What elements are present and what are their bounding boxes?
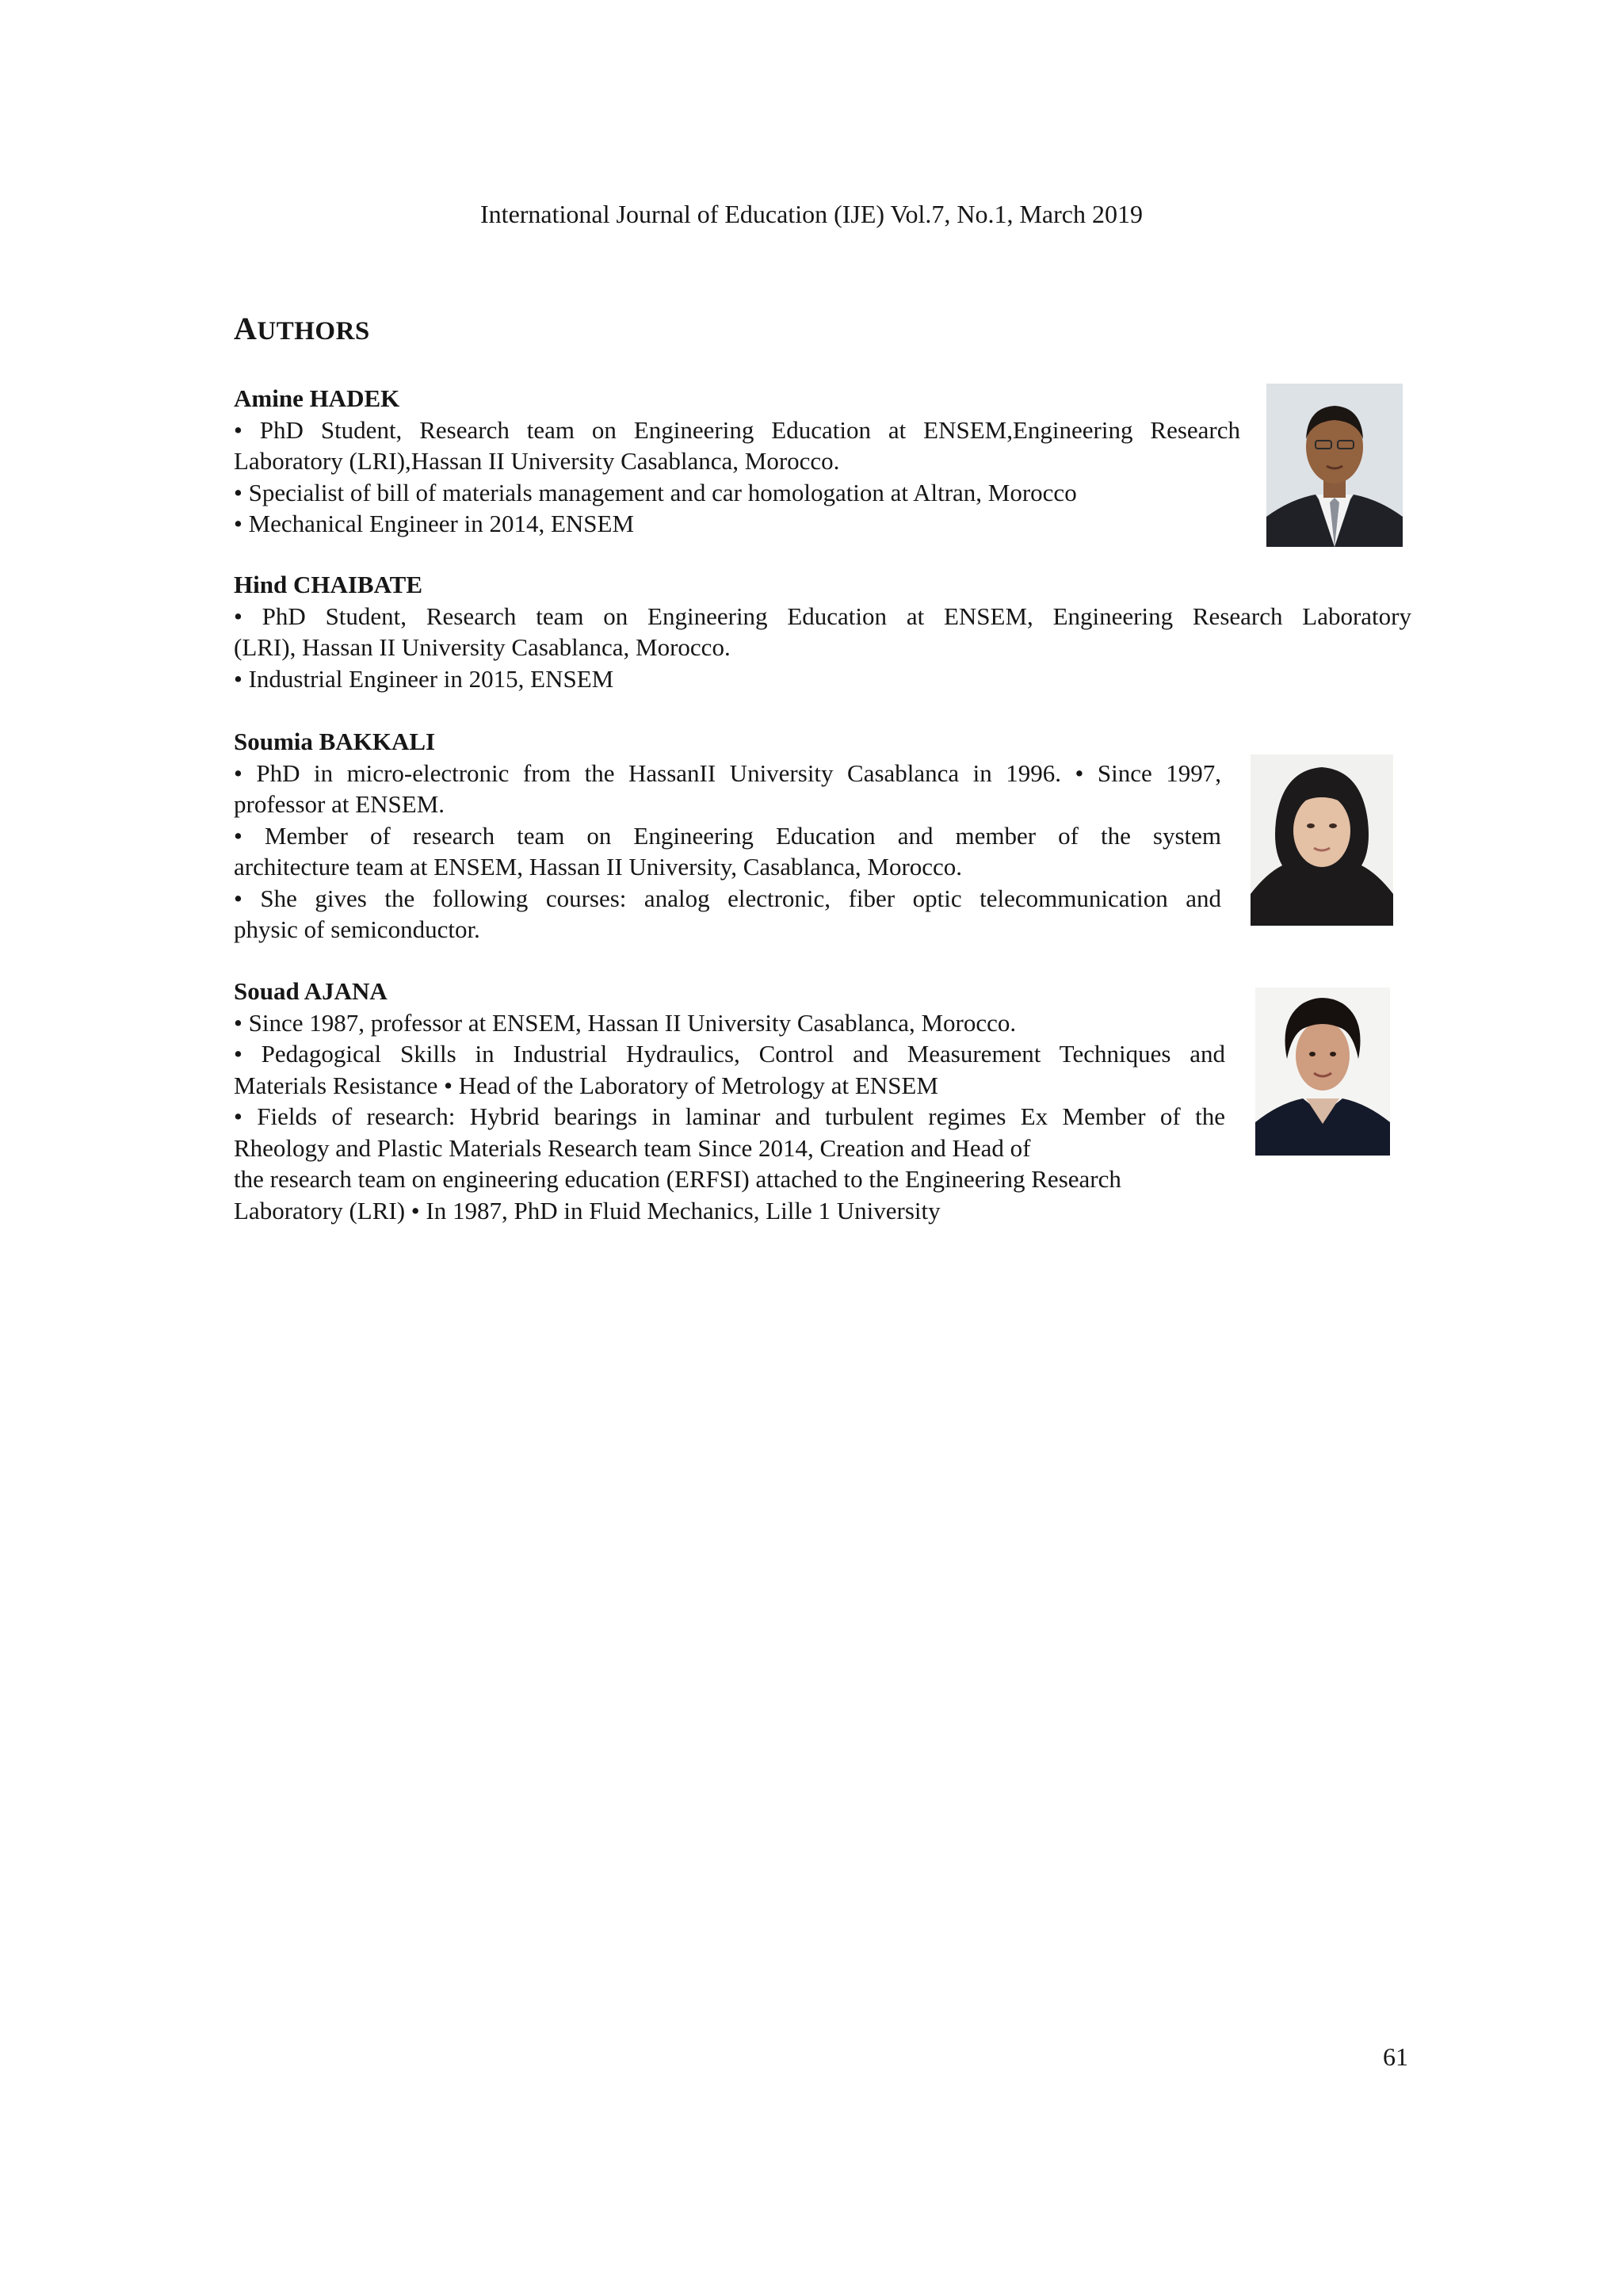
- author-bio-line: • Industrial Engineer in 2015, ENSEM: [234, 664, 614, 693]
- author-bio-line: • PhD Student, Research team on Engineering Education at ENSEM,Engineering Research: [234, 415, 1240, 444]
- author-bio-line: Laboratory (LRI),Hassan II University Casablanca, Morocco.: [234, 447, 840, 475]
- author-bio-line: • PhD in micro-electronic from the HassanII University Casablanca in 1996. • Since 1997,: [234, 758, 1221, 787]
- author-bio-line: • Fields of research: Hybrid bearings in laminar and turbulent regimes Ex Member of the: [234, 1102, 1225, 1130]
- author-bio-line: physic of semiconductor.: [234, 915, 480, 943]
- author-bio-line: Materials Resistance • Head of the Laboratory of Metrology at ENSEM: [234, 1071, 938, 1099]
- author-bio-line: the research team on engineering education (ERFSI) attached to the Engineering Research: [234, 1165, 1121, 1193]
- author-bio-line: (LRI), Hassan II University Casablanca, Morocco.: [234, 633, 731, 661]
- section-heading-rest: UTHORS: [257, 317, 370, 346]
- author-bio-line: • Since 1987, professor at ENSEM, Hassan II University Casablanca, Morocco.: [234, 1008, 1017, 1037]
- author-bio-line: • She gives the following courses: analog electronic, fiber optic telecommunication and: [234, 884, 1221, 912]
- author-entry-chaibate: [234, 569, 1411, 694]
- author-bio-line: architecture team at ENSEM, Hassan II University, Casablanca, Morocco.: [234, 853, 963, 881]
- author-photo-hadek: [1266, 384, 1403, 547]
- author-entry-hadek: [234, 383, 1240, 540]
- author-entry-ajana: [234, 976, 1225, 1226]
- section-heading-initial: A: [234, 311, 258, 346]
- page-number: 61: [1383, 2042, 1408, 2071]
- running-head: International Journal of Education (IJE) Vol.7, No.1, March 2019: [480, 200, 1143, 228]
- author-photo-ajana: [1255, 988, 1390, 1156]
- author-name: Souad AJANA: [234, 977, 388, 1005]
- author-bio-line: • Member of research team on Engineering Education and member of the system: [234, 821, 1221, 850]
- author-entry-bakkali: [234, 726, 1221, 946]
- author-bio-line: Laboratory (LRI) • In 1987, PhD in Fluid Mechanics, Lille 1 University: [234, 1196, 941, 1224]
- author-bio-line: • Specialist of bill of materials management and car homologation at Altran, Morocco: [234, 478, 1077, 506]
- author-name: Soumia BAKKALI: [234, 728, 436, 755]
- author-name: Amine HADEK: [234, 384, 400, 412]
- author-bio-line: professor at ENSEM.: [234, 790, 445, 818]
- author-bio-line: • Mechanical Engineer in 2014, ENSEM: [234, 510, 635, 537]
- author-bio-line: • PhD Student, Research team on Engineering Education at ENSEM, Engineering Research Laboratory: [234, 602, 1411, 630]
- author-photo-bakkali: [1251, 755, 1393, 926]
- section-heading-authors: [234, 313, 370, 347]
- author-bio-line: Rheology and Plastic Materials Research team Since 2014, Creation and Head of: [234, 1133, 1031, 1162]
- author-bio-line: • Pedagogical Skills in Industrial Hydraulics, Control and Measurement Techniques and: [234, 1040, 1225, 1068]
- author-name: Hind CHAIBATE: [234, 571, 423, 598]
